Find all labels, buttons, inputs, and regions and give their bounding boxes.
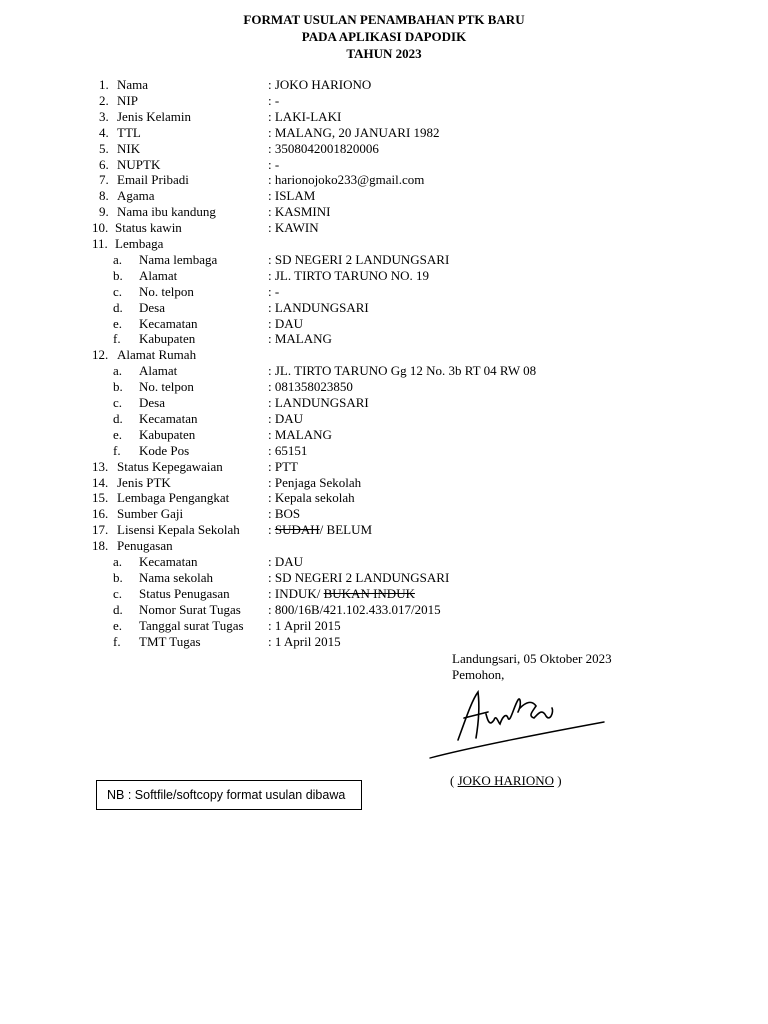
field-number: e. xyxy=(113,426,123,442)
field-label: Kabupaten xyxy=(139,426,196,442)
field-number: a. xyxy=(113,251,123,267)
field-number: 11. xyxy=(92,236,108,251)
field-value-prefix: : xyxy=(268,522,275,538)
field-label: Desa xyxy=(139,395,165,410)
field-number: 16. xyxy=(92,506,109,522)
field-label: Kabupaten xyxy=(139,331,196,347)
field-label: NUPTK xyxy=(117,156,161,172)
field-label: Penugasan xyxy=(117,538,173,554)
field-number: 18. xyxy=(92,538,109,554)
field-number: 2. xyxy=(99,92,109,108)
field-value: : - xyxy=(268,283,280,299)
field-value-struck: SUDAH xyxy=(274,522,320,538)
field-number: c. xyxy=(113,585,123,601)
field-value: : LANDUNGSARI xyxy=(268,395,369,410)
field-value-rest: / BELUM xyxy=(319,522,373,538)
field-value-struck: BUKAN INDUK xyxy=(323,585,415,601)
field-number: c. xyxy=(113,283,123,299)
field-number: a. xyxy=(113,554,123,569)
field-number: d. xyxy=(113,410,123,426)
field-label: Lisensi Kepala Sekolah xyxy=(117,522,240,538)
field-label: Agama xyxy=(117,188,155,204)
field-value: : BOS xyxy=(268,506,301,522)
note-box: NB : Softfile/softcopy format usulan dibawa xyxy=(96,780,362,810)
field-number: 5. xyxy=(99,140,109,156)
field-label: Jenis Kelamin xyxy=(117,108,192,124)
field-label: Kecamatan xyxy=(139,315,198,331)
field-label: Status kawin xyxy=(115,220,182,236)
field-value: : DAU xyxy=(268,554,304,569)
field-label: Alamat xyxy=(139,267,178,283)
field-label: Kecamatan xyxy=(139,554,198,569)
field-value: : PTT xyxy=(268,458,298,474)
field-value: : SD NEGERI 2 LANDUNGSARI xyxy=(268,251,450,267)
field-number: 13. xyxy=(92,458,109,474)
field-value: : Penjaga Sekolah xyxy=(268,474,362,490)
field-value: : LANDUNGSARI xyxy=(268,299,369,315)
field-number: 8. xyxy=(99,188,109,204)
field-number: f. xyxy=(113,442,121,458)
field-number: d. xyxy=(113,299,123,315)
title-line-3: TAHUN 2023 xyxy=(346,46,422,61)
name-close: ) xyxy=(554,773,562,788)
field-label: TTL xyxy=(117,124,141,140)
field-number: b. xyxy=(113,267,123,283)
field-number: b. xyxy=(113,379,123,395)
field-label: Email Pribadi xyxy=(117,172,189,188)
handwritten-signature xyxy=(428,678,608,768)
field-number: f. xyxy=(113,331,121,347)
field-label: Alamat xyxy=(139,363,178,379)
field-label: TMT Tugas xyxy=(139,633,201,649)
applicant-name: JOKO HARIONO xyxy=(457,773,555,788)
field-value: : DAU xyxy=(268,315,304,331)
title-line-2: PADA APLIKASI DAPODIK xyxy=(301,29,467,44)
field-number: e. xyxy=(113,315,123,331)
field-label: Sumber Gaji xyxy=(117,506,184,522)
field-value: : 1 April 2015 xyxy=(268,617,341,633)
name-open: ( xyxy=(450,773,458,788)
field-value: : - xyxy=(268,92,280,108)
field-value: : DAU xyxy=(268,410,304,426)
field-label: Kecamatan xyxy=(139,410,198,426)
field-value: : harionojoko233@gmail.com xyxy=(268,172,425,188)
field-value: : JL. TIRTO TARUNO Gg 12 No. 3b RT 04 RW 08 xyxy=(268,363,537,379)
field-value: : Kepala sekolah xyxy=(268,490,355,506)
field-label: No. telpon xyxy=(139,379,194,395)
field-label: Nama xyxy=(117,77,149,92)
field-value: : - xyxy=(268,156,280,172)
field-number: 7. xyxy=(99,172,109,188)
field-value: : JL. TIRTO TARUNO NO. 19 xyxy=(268,267,430,283)
field-label: Lembaga Pengangkat xyxy=(117,490,230,506)
field-label: Nama lembaga xyxy=(139,251,218,267)
field-number: 17. xyxy=(92,522,109,538)
field-value xyxy=(268,522,372,538)
title-line-1: FORMAT USULAN PENAMBAHAN PTK BARU xyxy=(243,12,525,27)
field-label: Alamat Rumah xyxy=(117,347,197,363)
field-label: Status Penugasan xyxy=(139,585,230,601)
field-value: : ISLAM xyxy=(268,188,316,204)
field-value: : MALANG, 20 JANUARI 1982 xyxy=(268,124,440,140)
field-value: : 1 April 2015 xyxy=(268,633,341,649)
field-label: Nama ibu kandung xyxy=(117,204,216,220)
field-label: Desa xyxy=(139,299,165,315)
field-number: f. xyxy=(113,633,121,649)
field-value: : 081358023850 xyxy=(268,379,353,395)
field-value: : KASMINI xyxy=(268,204,331,220)
field-value-prefix: : INDUK/ xyxy=(268,585,324,601)
field-number: 4. xyxy=(99,124,109,140)
field-number: c. xyxy=(113,395,123,410)
field-number: 6. xyxy=(99,156,109,172)
field-label: Tanggal surat Tugas xyxy=(139,617,244,633)
applicant-name-line xyxy=(450,773,562,789)
field-label: Nomor Surat Tugas xyxy=(139,601,241,617)
field-value xyxy=(268,586,415,602)
field-number: 14. xyxy=(92,474,109,490)
field-number: 15. xyxy=(92,490,109,506)
field-value: : 65151 xyxy=(268,442,308,458)
field-value: : 3508042001820006 xyxy=(268,140,379,156)
field-label: Jenis PTK xyxy=(117,474,171,490)
field-value: : LAKI-LAKI xyxy=(268,108,342,124)
field-label: Nama sekolah xyxy=(139,569,214,585)
field-number: 1. xyxy=(99,77,109,92)
field-number: 10. xyxy=(92,220,109,236)
field-number: b. xyxy=(113,569,123,585)
field-label: Lembaga xyxy=(115,236,164,251)
field-label: No. telpon xyxy=(139,283,194,299)
field-number: 3. xyxy=(99,108,109,124)
field-value: : MALANG xyxy=(268,426,332,442)
applicant-role: Pemohon, xyxy=(452,667,505,682)
field-label: NIK xyxy=(117,140,141,156)
field-value: : 800/16B/421.102.433.017/2015 xyxy=(268,601,441,617)
field-value: : MALANG xyxy=(268,331,332,347)
field-number: 12. xyxy=(92,347,109,363)
field-number: d. xyxy=(113,601,123,617)
field-number: a. xyxy=(113,363,123,379)
field-label: Kode Pos xyxy=(139,442,190,458)
field-value: : KAWIN xyxy=(268,220,319,236)
field-label: Status Kepegawaian xyxy=(117,458,223,474)
field-number: e. xyxy=(113,617,123,633)
field-number: 9. xyxy=(99,204,109,220)
place-date: Landungsari, 05 Oktober 2023 xyxy=(452,651,612,666)
field-value: : JOKO HARIONO xyxy=(268,77,372,92)
field-label: NIP xyxy=(117,92,138,108)
field-value: : SD NEGERI 2 LANDUNGSARI xyxy=(268,569,450,585)
